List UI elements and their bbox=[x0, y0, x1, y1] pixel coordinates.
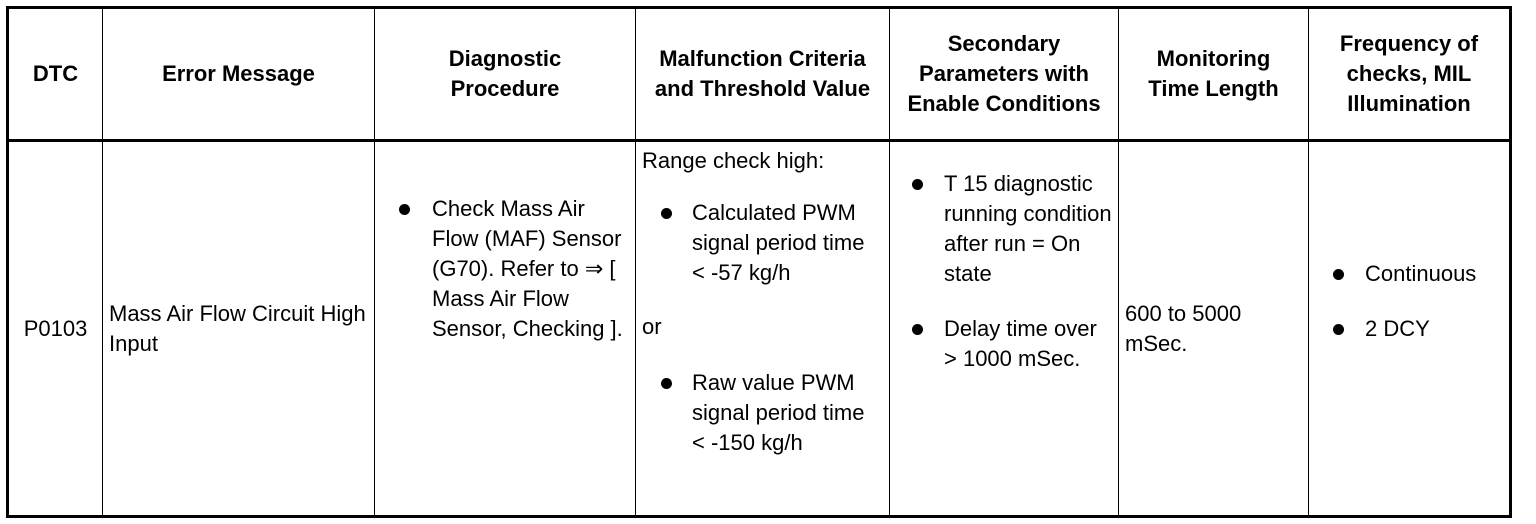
malfunction-item-1-text: Calculated PWM signal period time < -57 kg/h bbox=[692, 200, 865, 285]
header-malfunction-criteria-text: Malfunction Criteria and Threshold Value bbox=[654, 46, 871, 101]
frequency-item-1-text: Continuous bbox=[1365, 261, 1477, 286]
cell-dtc bbox=[8, 141, 103, 517]
malfunction-item-2-text: Raw value PWM signal period time < -150 kg/h bbox=[692, 370, 865, 455]
frequency-item-2-text: 2 DCY bbox=[1365, 316, 1430, 341]
secondary-item-1 bbox=[912, 169, 1112, 289]
bullet-icon bbox=[912, 179, 923, 190]
cell-malfunction-criteria bbox=[636, 141, 890, 517]
header-secondary-parameters bbox=[890, 8, 1119, 141]
frequency-item-1 bbox=[1333, 259, 1503, 289]
header-diagnostic-procedure bbox=[375, 8, 636, 141]
cell-frequency bbox=[1309, 141, 1511, 517]
secondary-item-2-text: Delay time over > 1000 mSec. bbox=[944, 316, 1097, 371]
bullet-icon bbox=[661, 378, 672, 389]
bullet-icon bbox=[399, 204, 410, 215]
dtc-code: P0103 bbox=[23, 315, 88, 341]
header-error-message-text: Error Message bbox=[162, 61, 315, 86]
header-frequency-text: Frequency of checks, MIL Illumination bbox=[1339, 31, 1479, 116]
procedure-bullet bbox=[399, 194, 629, 344]
header-row bbox=[8, 8, 1511, 141]
bullet-icon bbox=[661, 208, 672, 219]
table-row bbox=[8, 141, 1511, 517]
bullet-icon bbox=[912, 324, 923, 335]
dtc-table bbox=[6, 6, 1512, 518]
header-monitoring-time bbox=[1119, 8, 1309, 141]
cell-monitoring-time bbox=[1119, 141, 1309, 517]
procedure-text: Check Mass Air Flow (MAF) Sensor (G70). Refer to ⇒ [ Mass Air Flow Sensor, Checking ]. bbox=[432, 196, 623, 341]
secondary-item-2 bbox=[912, 314, 1112, 374]
header-frequency bbox=[1309, 8, 1511, 141]
malfunction-item-2 bbox=[642, 368, 883, 458]
bullet-icon bbox=[1333, 324, 1344, 335]
monitoring-time-text: 600 to 5000 mSec. bbox=[1125, 300, 1242, 356]
header-malfunction-criteria bbox=[636, 8, 890, 141]
header-diagnostic-procedure-text: Diagnostic Procedure bbox=[448, 46, 562, 101]
malfunction-or: or bbox=[642, 314, 662, 339]
header-error-message bbox=[103, 8, 375, 141]
header-dtc-text: DTC bbox=[32, 61, 79, 86]
bullet-icon bbox=[1333, 269, 1344, 280]
cell-error-message bbox=[103, 141, 375, 517]
header-monitoring-time-text: Monitoring Time Length bbox=[1148, 46, 1279, 101]
frequency-item-2 bbox=[1333, 314, 1503, 344]
header-secondary-parameters-text: Secondary Parameters with Enable Conditions bbox=[907, 31, 1101, 116]
cell-secondary-parameters bbox=[890, 141, 1119, 517]
malfunction-intro: Range check high: bbox=[642, 148, 825, 173]
secondary-item-1-text: T 15 diagnostic running condition after run = On state bbox=[944, 171, 1112, 286]
malfunction-item-1 bbox=[642, 198, 883, 288]
error-message-text: Mass Air Flow Circuit High Input bbox=[109, 300, 366, 356]
cell-diagnostic-procedure bbox=[375, 141, 636, 517]
header-dtc bbox=[8, 8, 103, 141]
